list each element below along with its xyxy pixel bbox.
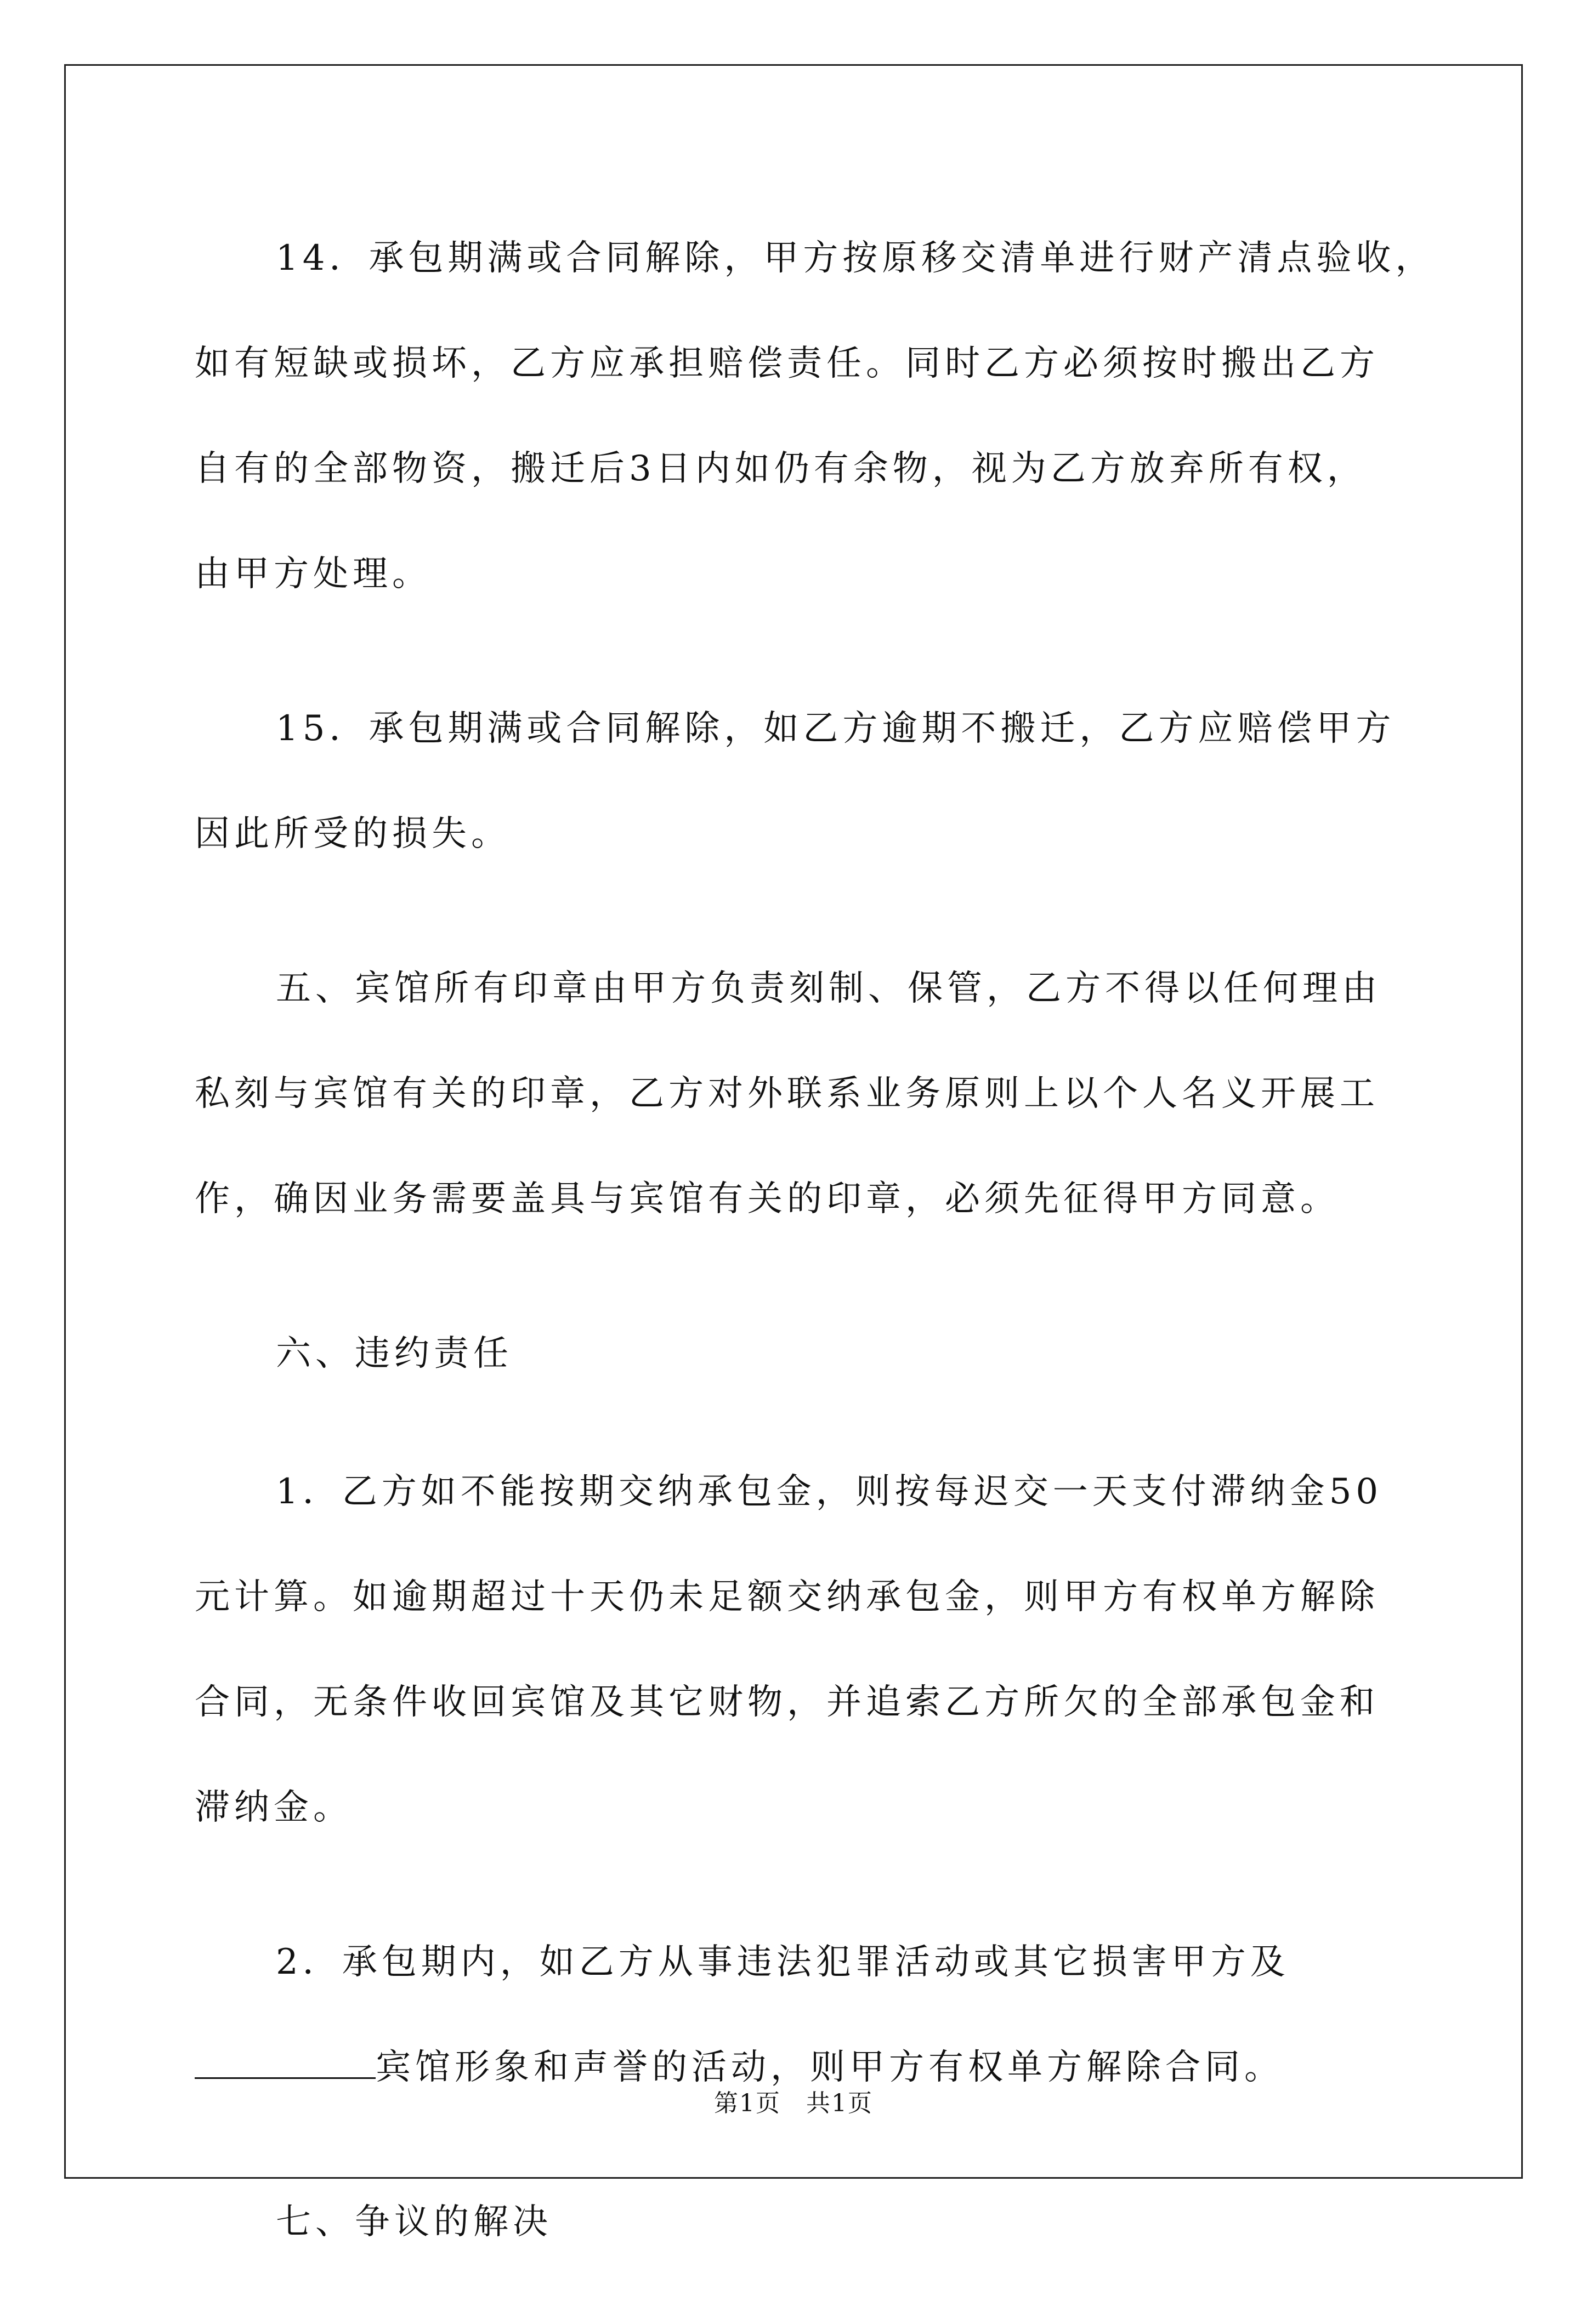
text-line: 合同，无条件收回宾馆及其它财物，并追索乙方所欠的全部承包金和 — [195, 1682, 1379, 1723]
page-number: 第1页 共1页 — [714, 2089, 873, 2117]
text-line: 元计算。如逾期超过十天仍未足额交纳承包金，则甲方有权单方解除 — [195, 1577, 1379, 1617]
clause-15 — [195, 676, 1401, 887]
clause-14 — [195, 206, 1435, 627]
document-body — [195, 206, 1435, 2324]
text-line: 五、宾馆所有印章由甲方负责刻制、保管，乙方不得以任何理由 — [276, 968, 1381, 1009]
section-7-heading — [195, 2169, 1401, 2275]
clause-6-1 — [195, 1439, 1401, 1860]
fill-in-blank — [195, 2049, 376, 2079]
section-heading: 六、违约责任 — [276, 1333, 513, 1374]
text-line: 由甲方处理。 — [195, 554, 432, 594]
text-line: 1．乙方如不能按期交纳承包金，则按每迟交一天支付滞纳金50 — [276, 1471, 1383, 1512]
text-line: 15．承包期满或合同解除，如乙方逾期不搬迁，乙方应赔偿甲方 — [276, 708, 1396, 749]
text-fragment: 宾馆形象和声誉的活动，则甲方有权单方解除合同。 — [376, 2047, 1284, 2088]
text-line: 作，确因业务需要盖具与宾馆有关的印章，必须先征得甲方同意。 — [195, 1179, 1340, 1219]
page-footer — [0, 2083, 1587, 2118]
text-line: 自有的全部物资，搬迁后3日内如仍有余物，视为乙方放弃所有权， — [195, 448, 1367, 489]
section-6-heading — [195, 1301, 1401, 1406]
text-line: 14．承包期满或合同解除，甲方按原移交清单进行财产清点验收， — [276, 238, 1435, 279]
section-heading: 七、争议的解决 — [276, 2202, 552, 2242]
section-5-seals — [195, 936, 1401, 1252]
text-line: 2．承包期内，如乙方从事违法犯罪活动或其它损害甲方及 — [276, 1942, 1290, 1982]
text-line: 滞纳金。 — [195, 1787, 353, 1828]
text-line: 因此所受的损失。 — [195, 814, 511, 854]
text-line: 私刻与宾馆有关的印章，乙方对外联系业务原则上以个人名义开展工 — [195, 1073, 1379, 1114]
text-line: 如有短缺或损坏，乙方应承担赔偿责任。同时乙方必须按时搬出乙方 — [195, 343, 1379, 384]
